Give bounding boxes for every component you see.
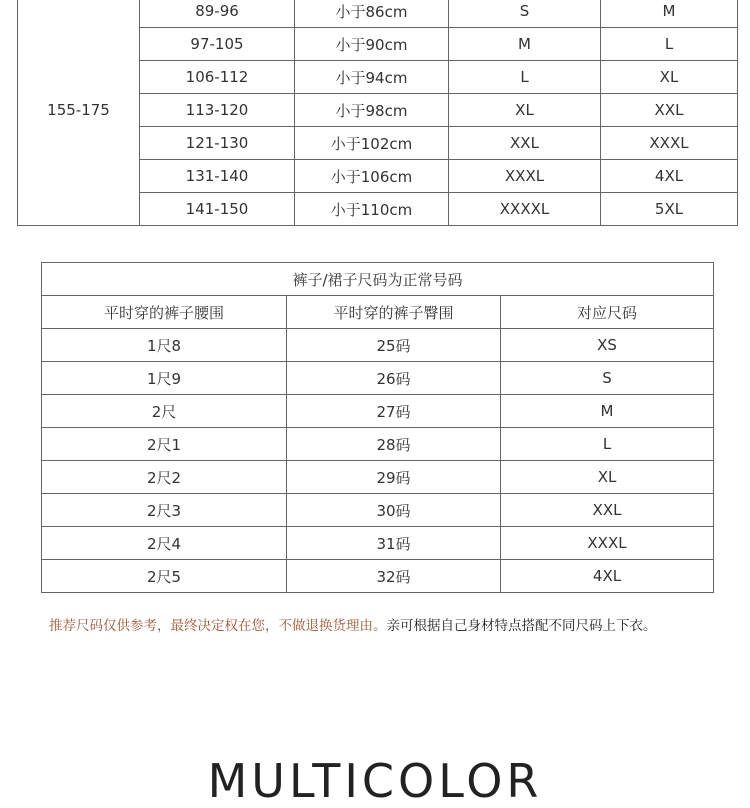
cell-size: M (501, 395, 714, 428)
cell-weight: 141-150 (140, 193, 295, 226)
section-title: MULTICOLOR (207, 754, 543, 808)
cell-size: XS (501, 329, 714, 362)
cell-size-a: S (449, 0, 601, 28)
cell-waist: 2尺4 (42, 527, 287, 560)
cell-size-a: M (449, 28, 601, 61)
table-row (42, 329, 714, 362)
cell-size-b: XXXL (601, 127, 738, 160)
cell-size-a: L (449, 61, 601, 94)
table-row (42, 362, 714, 395)
pants-table-title-row (42, 263, 714, 296)
cell-size-b: M (601, 0, 738, 28)
cell-bust: 小于110cm (295, 193, 449, 226)
cell-size-b: XXL (601, 94, 738, 127)
cell-size: L (501, 428, 714, 461)
cell-hip: 29码 (287, 461, 501, 494)
size-table-top (17, 0, 738, 226)
pants-size-table (41, 262, 714, 593)
cell-bust: 小于102cm (295, 127, 449, 160)
pants-table-header-row (42, 296, 714, 329)
cell-size-b: 5XL (601, 193, 738, 226)
header-size: 对应尺码 (501, 296, 714, 329)
cell-size: XL (501, 461, 714, 494)
cell-size: S (501, 362, 714, 395)
cell-waist: 2尺2 (42, 461, 287, 494)
table-row (18, 0, 738, 28)
cell-size-a: XL (449, 94, 601, 127)
cell-size-a: XXXL (449, 160, 601, 193)
pants-table-title: 裤子/裙子尺码为正常号码 (42, 263, 714, 296)
cell-size-b: XL (601, 61, 738, 94)
cell-hip: 28码 (287, 428, 501, 461)
cell-size: XXL (501, 494, 714, 527)
cell-weight: 89-96 (140, 0, 295, 28)
table-row (42, 527, 714, 560)
cell-waist: 1尺9 (42, 362, 287, 395)
cell-weight: 131-140 (140, 160, 295, 193)
header-waist: 平时穿的裤子腰围 (42, 296, 287, 329)
cell-waist: 2尺 (42, 395, 287, 428)
cell-size-b: 4XL (601, 160, 738, 193)
cell-size-a: XXL (449, 127, 601, 160)
cell-weight: 97-105 (140, 28, 295, 61)
size-disclaimer (49, 614, 739, 634)
cell-bust: 小于98cm (295, 94, 449, 127)
cell-weight: 121-130 (140, 127, 295, 160)
cell-bust: 小于94cm (295, 61, 449, 94)
cell-hip: 25码 (287, 329, 501, 362)
cell-size: XXXL (501, 527, 714, 560)
cell-size-b: L (601, 28, 738, 61)
height-range-cell: 155-175 (18, 0, 140, 226)
cell-size: 4XL (501, 560, 714, 593)
cell-hip: 30码 (287, 494, 501, 527)
cell-weight: 106-112 (140, 61, 295, 94)
cell-hip: 31码 (287, 527, 501, 560)
table-row (42, 560, 714, 593)
cell-bust: 小于86cm (295, 0, 449, 28)
table-row (42, 428, 714, 461)
cell-size-a: XXXXL (449, 193, 601, 226)
cell-bust: 小于106cm (295, 160, 449, 193)
disclaimer-warning: 推荐尺码仅供参考，最终决定权在您，不做退换货理由。 (49, 618, 387, 634)
cell-hip: 26码 (287, 362, 501, 395)
cell-weight: 113-120 (140, 94, 295, 127)
cell-waist: 1尺8 (42, 329, 287, 362)
cell-hip: 32码 (287, 560, 501, 593)
cell-bust: 小于90cm (295, 28, 449, 61)
table-row (42, 395, 714, 428)
cell-waist: 2尺1 (42, 428, 287, 461)
cell-waist: 2尺5 (42, 560, 287, 593)
table-row (42, 494, 714, 527)
cell-waist: 2尺3 (42, 494, 287, 527)
table-row (42, 461, 714, 494)
header-hip: 平时穿的裤子臀围 (287, 296, 501, 329)
disclaimer-advice: 亲可根据自己身材特点搭配不同尺码上下衣。 (386, 618, 657, 634)
cell-hip: 27码 (287, 395, 501, 428)
